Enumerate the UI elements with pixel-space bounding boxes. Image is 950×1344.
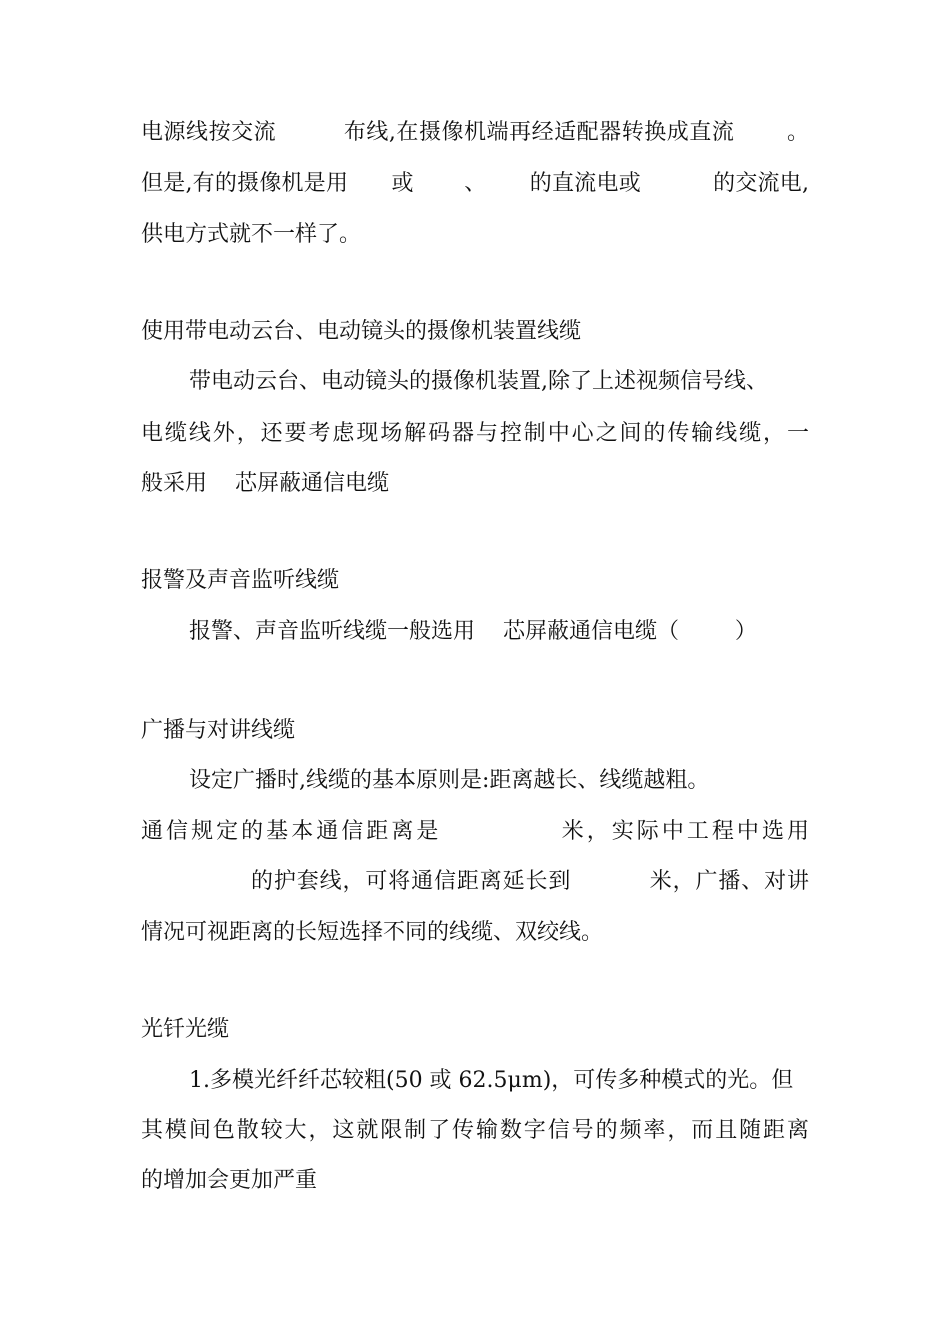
section-heading: 广播与对讲线缆	[141, 718, 296, 743]
section-heading: 光钎光缆	[141, 1017, 230, 1042]
paragraph-line: 电源线按交流 布线,在摄像机端再经适配器转换成直流 。	[141, 120, 809, 145]
paragraph-line: 通信规定的基本通信距离是 米，实际中工程中选用	[141, 819, 809, 844]
paragraph-line: 的增加会更加严重	[141, 1168, 318, 1193]
paragraph-line: 设定广播时,线缆的基本原则是:距离越长、线缆越粗。	[189, 768, 710, 793]
paragraph-line: 1.多模光纤纤芯较粗(50 或 62.5μm)，可传多种模式的光。但	[189, 1068, 794, 1093]
paragraph-line: 其模间色散较大，这就限制了传输数字信号的频率，而且随距离	[141, 1118, 809, 1143]
paragraph-line: 带电动云台、电动镜头的摄像机装置,除了上述视频信号线、	[189, 369, 768, 394]
paragraph-line: 般采用 芯屏蔽通信电缆	[141, 471, 389, 496]
section-heading: 报警及声音监听线缆	[141, 568, 340, 593]
paragraph-line: 电缆线外，还要考虑现场解码器与控制中心之间的传输线缆，一	[141, 421, 809, 446]
paragraph-line: 但是,有的摄像机是用 或 、 的直流电或 的交流电,	[141, 171, 809, 196]
section-heading: 使用带电动云台、电动镜头的摄像机装置线缆	[141, 319, 582, 344]
paragraph-line: 情况可视距离的长短选择不同的线缆、双绞线。	[141, 920, 604, 945]
paragraph-line: 供电方式就不一样了。	[141, 222, 362, 247]
paragraph-line: 报警、声音监听线缆一般选用 芯屏蔽通信电缆（ ）	[189, 619, 757, 644]
paragraph-line: 的护套线，可将通信距离延长到 米，广播、对讲	[141, 869, 809, 894]
